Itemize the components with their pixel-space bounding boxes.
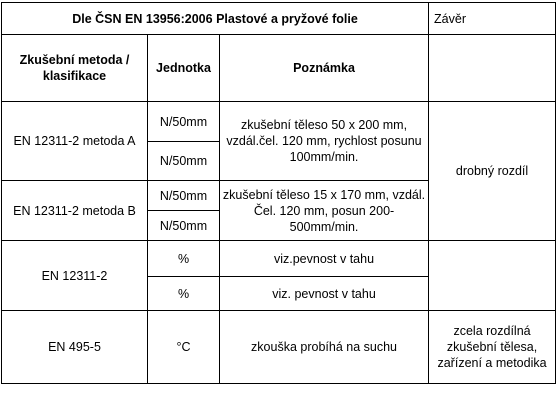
method-column-header: Zkušební metoda / klasifikace (2, 35, 148, 102)
note-cell: viz. pevnost v tahu (220, 277, 429, 311)
unit-column-header: Jednotka (148, 35, 220, 102)
unit-cell: % (148, 277, 220, 311)
note-cell: zkušební těleso 50 x 200 mm, vzdál.čel. 120 mm, rychlost posunu 100mm/min. (220, 102, 429, 181)
note-cell: zkušební těleso 15 x 170 mm, vzdál. Čel. 120 mm, posun 200-500mm/min. (220, 181, 429, 241)
note-cell: zkouška probíhá na suchu (220, 311, 429, 384)
method-cell: EN 12311-2 metoda B (2, 181, 148, 241)
comparison-table (1, 2, 556, 384)
note-column-header: Poznámka (220, 35, 429, 102)
conclusion-cell: zcela rozdílná zkušební tělesa, zařízení a metodika (429, 311, 556, 384)
conclusion-header: Závěr (429, 3, 556, 35)
unit-cell: % (148, 241, 220, 277)
unit-cell: N/50mm (148, 211, 220, 241)
unit-cell: N/50mm (148, 181, 220, 211)
method-cell: EN 12311-2 (2, 241, 148, 311)
method-cell: EN 12311-2 metoda A (2, 102, 148, 181)
unit-cell: °C (148, 311, 220, 384)
conclusion-cell: drobný rozdíl (429, 102, 556, 241)
note-cell: viz.pevnost v tahu (220, 241, 429, 277)
unit-cell: N/50mm (148, 102, 220, 142)
conclusion-column-header (429, 35, 556, 102)
conclusion-cell (429, 241, 556, 311)
table-title: Dle ČSN EN 13956:2006 Plastové a pryžové folie (2, 3, 429, 35)
method-cell: EN 495-5 (2, 311, 148, 384)
unit-cell: N/50mm (148, 142, 220, 181)
